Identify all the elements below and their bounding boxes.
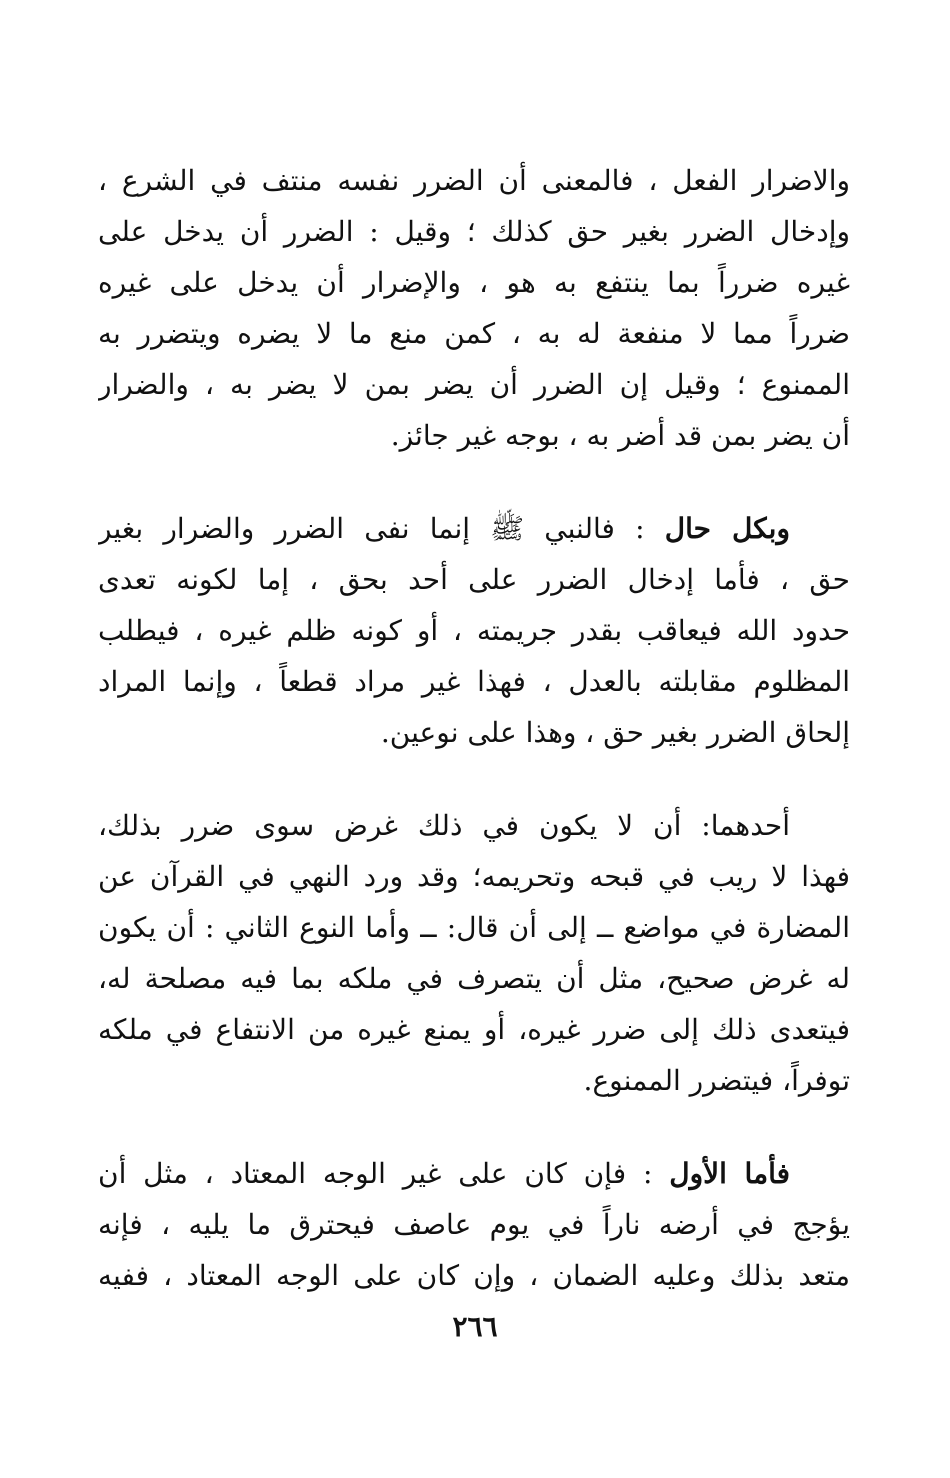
text-line: أحدهما: أن لا يكون في ذلك غرض سوى ضرر بذلك، [98, 809, 790, 842]
text-line: المظلوم مقابلته بالعدل ، فهذا غير مراد قطعاً ، وإنما المراد [98, 665, 850, 698]
text-line-rest: : فالنبي ﷺ إنما نفى الضرر والضرار بغير [98, 512, 645, 545]
paragraph-2 [98, 503, 850, 758]
page-number: ٢٦٦ [452, 1310, 498, 1343]
text-line: إلحاق الضرر بغير حق ، وهذا على نوعين. [380, 716, 850, 749]
text-line: يؤجج في أرضه ناراً في يوم عاصف فيحترق ما يليه ، فإنه [98, 1208, 850, 1241]
text-line: ضرراً مما لا منفعة له به ، كمن منع ما لا يضره ويتضرر به [98, 317, 850, 350]
text-line: والاضرار الفعل ، فالمعنى أن الضرر نفسه منتف في الشرع ، [98, 164, 850, 197]
paragraph-4 [98, 1148, 850, 1301]
text-line: فهذا لا ريب في قبحه وتحريمه؛ وقد ورد النهي في القرآن عن [98, 860, 850, 893]
text-line: متعد بذلك وعليه الضمان ، وإن كان على الوجه المعتاد ، ففيه [98, 1259, 850, 1292]
paragraph-lead: فأما الأول [669, 1157, 791, 1190]
text-line: فيتعدى ذلك إلى ضرر غيره، أو يمنع غيره من الانتفاع في ملكه [98, 1013, 850, 1046]
text-line: توفراً، فيتضرر الممنوع. [583, 1064, 850, 1097]
text-line-rest: : فإن كان على غير الوجه المعتاد ، مثل أن [98, 1157, 653, 1190]
paragraph-spacer [98, 758, 850, 800]
text-line: وإدخال الضرر بغير حق كذلك ؛ وقيل : الضرر أن يدخل على [98, 215, 850, 248]
text-line: أن يضر بمن قد أضر به ، بوجه غير جائز. [390, 419, 850, 452]
text-line-with-lead [98, 1148, 850, 1199]
text-line-with-lead [98, 503, 850, 554]
text-line: غيره ضرراً بما ينتفع به هو ، والإضرار أن يدخل على غيره [98, 266, 850, 299]
paragraph-spacer [98, 1106, 850, 1148]
paragraph-1 [98, 155, 850, 461]
text-line: حدود الله فيعاقب بقدر جريمته ، أو كونه ظلم غيره ، فيطلب [98, 614, 850, 647]
paragraph-3 [98, 800, 850, 1106]
page-body [98, 155, 850, 1301]
text-line: المضارة في مواضع ــ إلى أن قال: ــ وأما النوع الثاني : أن يكون [98, 911, 850, 944]
text-line: حق ، فأما إدخال الضرر على أحد بحق ، إما لكونه تعدى [98, 563, 850, 596]
paragraph-spacer [98, 461, 850, 503]
text-line: الممنوع ؛ وقيل إن الضرر أن يضر بمن لا يضر به ، والضرار [98, 368, 850, 401]
paragraph-lead: وبكل حال [664, 512, 790, 545]
text-line: له غرض صحيح، مثل أن يتصرف في ملكه بما فيه مصلحة له، [98, 962, 850, 995]
